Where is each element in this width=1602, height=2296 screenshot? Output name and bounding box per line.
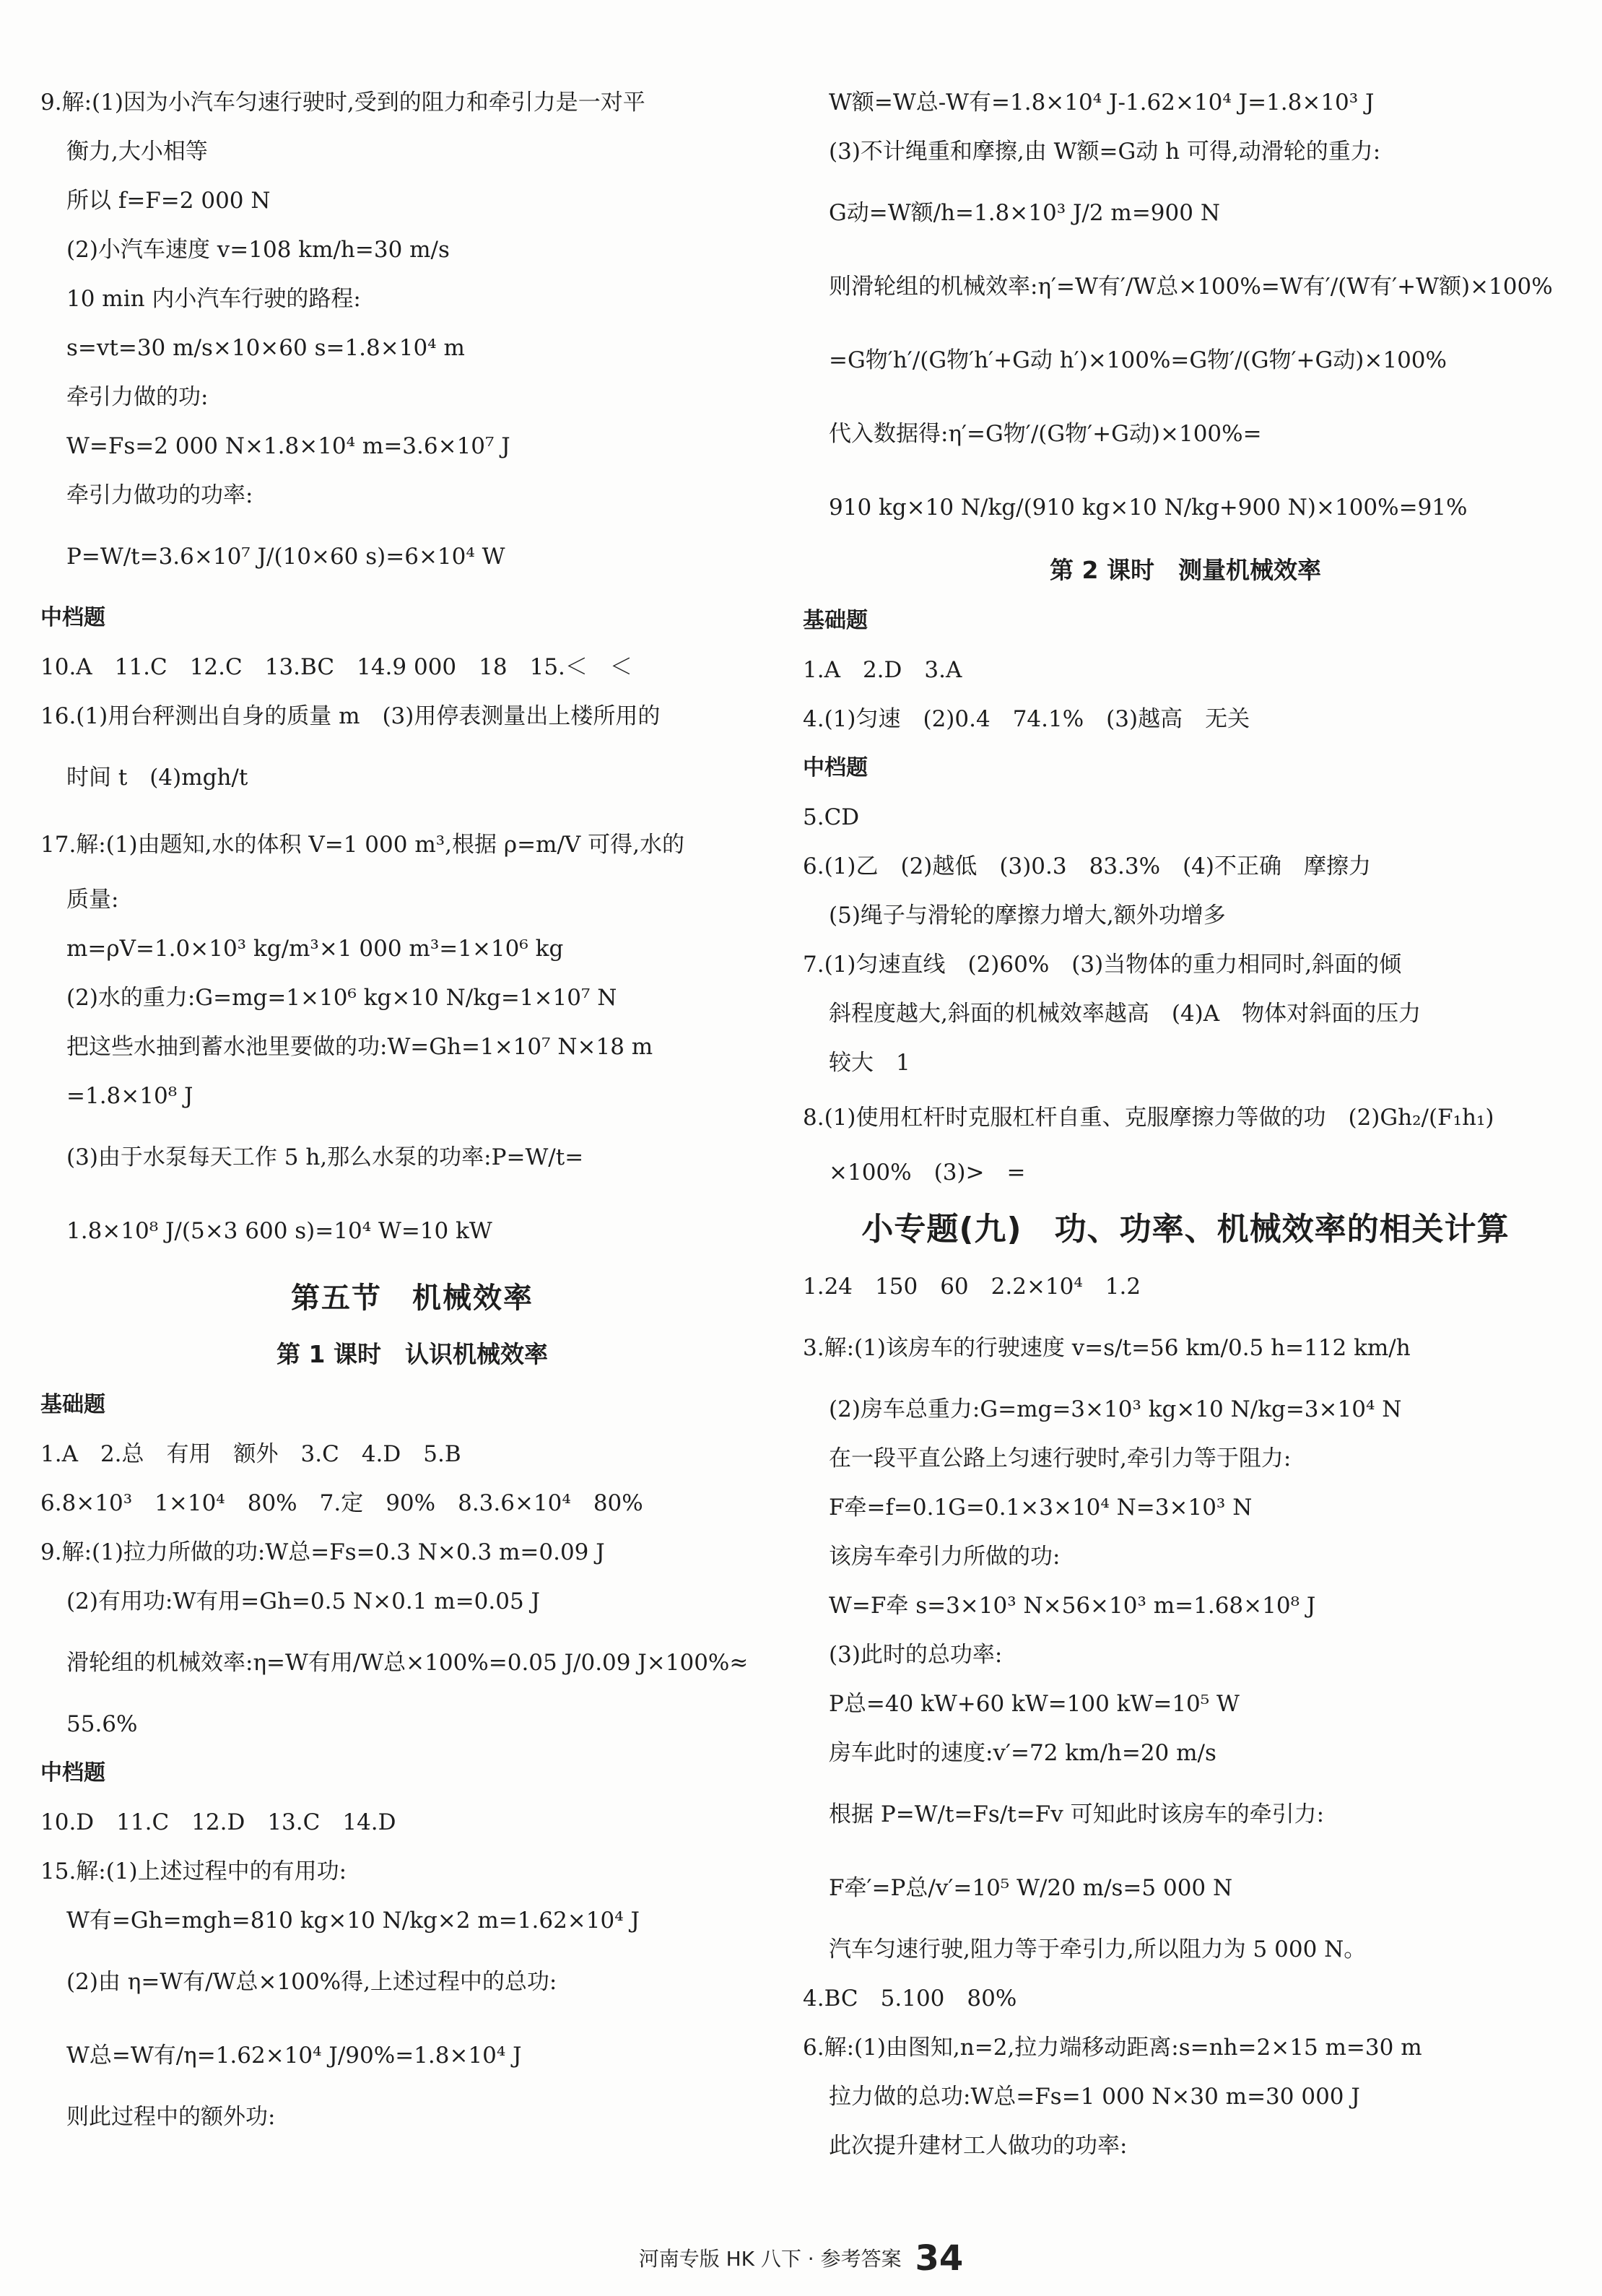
answer-line: 9.解:(1)因为小汽车匀速行驶时,受到的阻力和牵引力是一对平 — [40, 90, 645, 116]
answer-line: 6.8×10³ 1×10⁴ 80% 7.定 90% 8.3.6×10⁴ 80% — [40, 1490, 643, 1516]
answer-line: 17.解:(1)由题知,水的体积 V=1 000 m³,根据 ρ=m/V 可得,水的 — [40, 832, 684, 858]
page-number: 34 — [915, 2238, 964, 2279]
answer-line: 9.解:(1)拉力所做的功:W总=Fs=0.3 N×0.3 m=0.09 J — [40, 1539, 605, 1565]
answer-line: P总=40 kW+60 kW=100 kW=10⁵ W — [829, 1691, 1240, 1717]
answer-line: 10 min 内小汽车行驶的路程: — [66, 286, 361, 312]
answer-line: (3)不计绳重和摩擦,由 W额=G动 h 可得,动滑轮的重力: — [829, 139, 1381, 165]
answer-line: =G物′h′/(G物′h′+G动 h′)×100%=G物′/(G物′+G动)×100% — [829, 347, 1447, 373]
answer-line: 拉力做的总功:W总=Fs=1 000 N×30 m=30 000 J — [829, 2084, 1360, 2110]
lesson-title: 第 2 课时 测量机械效率 — [1050, 556, 1321, 584]
answer-line: W=Fs=2 000 N×1.8×10⁴ m=3.6×10⁷ J — [66, 433, 510, 459]
difficulty-heading: 中档题 — [803, 755, 868, 780]
right-column — [803, 78, 1568, 2170]
answer-line: 则此过程中的额外功: — [66, 2104, 276, 2130]
left-column — [40, 78, 784, 2141]
difficulty-heading: 基础题 — [40, 1392, 105, 1417]
answer-line: 牵引力做的功: — [66, 384, 209, 410]
answer-line: 代入数据得:η′=G物′/(G物′+G动)×100%= — [829, 421, 1262, 447]
footer-label: 河南专版 HK 八下 · 参考答案 — [638, 2247, 902, 2271]
difficulty-heading: 基础题 — [803, 608, 868, 633]
section-title: 第五节 机械效率 — [291, 1282, 534, 1315]
answer-line: 房车此时的速度:v′=72 km/h=20 m/s — [829, 1740, 1216, 1766]
answer-line: 1.A 2.总 有用 额外 3.C 4.D 5.B — [40, 1441, 461, 1467]
answer-line: (2)水的重力:G=mg=1×10⁶ kg×10 N/kg=1×10⁷ N — [66, 985, 617, 1011]
answer-line: 该房车牵引力所做的功: — [829, 1544, 1061, 1570]
answer-line: 则滑轮组的机械效率:η′=W有′/W总×100%=W有′/(W有′+W额)×100% — [829, 274, 1553, 300]
difficulty-heading: 中档题 — [40, 1760, 105, 1786]
answer-line: s=vt=30 m/s×10×60 s=1.8×10⁴ m — [66, 335, 465, 361]
answer-line: 滑轮组的机械效率:η=W有用/W总×100%=0.05 J/0.09 J×100%≈ — [66, 1650, 749, 1676]
answer-line: (2)房车总重力:G=mg=3×10³ kg×10 N/kg=3×10⁴ N — [829, 1396, 1402, 1422]
answer-line: 55.6% — [66, 1711, 138, 1737]
answer-line: 衡力,大小相等 — [66, 139, 208, 165]
lesson-title: 第 1 课时 认识机械效率 — [277, 1340, 548, 1368]
answer-line: (3)此时的总功率: — [829, 1642, 1003, 1668]
answer-line: 3.解:(1)该房车的行驶速度 v=s/t=56 km/0.5 h=112 km/h — [803, 1335, 1411, 1361]
answer-line: 斜程度越大,斜面的机械效率越高 (4)A 物体对斜面的压力 — [829, 1001, 1422, 1027]
answer-line: 根据 P=W/t=Fs/t=Fv 可知此时该房车的牵引力: — [829, 1801, 1325, 1827]
answer-line: W额=W总-W有=1.8×10⁴ J-1.62×10⁴ J=1.8×10³ J — [829, 90, 1375, 116]
answer-line: (5)绳子与滑轮的摩擦力增大,额外功增多 — [829, 903, 1226, 929]
answer-line: W总=W有/η=1.62×10⁴ J/90%=1.8×10⁴ J — [66, 2043, 522, 2069]
answer-line: 6.解:(1)由图知,n=2,拉力端移动距离:s=nh=2×15 m=30 m — [803, 2035, 1422, 2061]
answer-line: 4.(1)匀速 (2)0.4 74.1% (3)越高 无关 — [803, 706, 1250, 732]
page-footer — [0, 2238, 1602, 2279]
answer-line: m=ρV=1.0×10³ kg/m³×1 000 m³=1×10⁶ kg — [66, 936, 564, 962]
answer-line: 汽车匀速行驶,阻力等于牵引力,所以阻力为 5 000 N。 — [829, 1936, 1367, 1962]
answer-line: 在一段平直公路上匀速行驶时,牵引力等于阻力: — [829, 1445, 1292, 1471]
answer-line: F牵=f=0.1G=0.1×3×10⁴ N=3×10³ N — [829, 1495, 1253, 1521]
answer-line: 1.24 150 60 2.2×10⁴ 1.2 — [803, 1274, 1141, 1300]
topic-title: 小专题(九) 功、功率、机械效率的相关计算 — [861, 1211, 1510, 1248]
answer-line: (2)有用功:W有用=Gh=0.5 N×0.1 m=0.05 J — [66, 1588, 540, 1614]
answer-line: 较大 1 — [829, 1050, 910, 1076]
answer-line: 6.(1)乙 (2)越低 (3)0.3 83.3% (4)不正确 摩擦力 — [803, 853, 1372, 879]
answer-line: W=F牵 s=3×10³ N×56×10³ m=1.68×10⁸ J — [829, 1593, 1316, 1619]
answer-line: (2)由 η=W有/W总×100%得,上述过程中的总功: — [66, 1969, 557, 1995]
answer-line: 15.解:(1)上述过程中的有用功: — [40, 1858, 347, 1884]
answer-line: 此次提升建材工人做功的功率: — [829, 2133, 1128, 2159]
answer-line: 10.D 11.C 12.D 13.C 14.D — [40, 1809, 396, 1835]
answer-line: ×100% (3)> = — [829, 1160, 1026, 1186]
answer-line: (3)由于水泵每天工作 5 h,那么水泵的功率:P=W/t= — [66, 1144, 584, 1170]
answer-line: F牵′=P总/v′=10⁵ W/20 m/s=5 000 N — [829, 1875, 1233, 1901]
answer-line: P=W/t=3.6×10⁷ J/(10×60 s)=6×10⁴ W — [66, 544, 505, 570]
answer-line: =1.8×10⁸ J — [66, 1083, 193, 1109]
answer-line: W有=Gh=mgh=810 kg×10 N/kg×2 m=1.62×10⁴ J — [66, 1908, 640, 1934]
answer-line: 4.BC 5.100 80% — [803, 1986, 1017, 2012]
answer-line: 5.CD — [803, 804, 860, 830]
answer-line: G动=W额/h=1.8×10³ J/2 m=900 N — [829, 200, 1220, 226]
answer-line: 910 kg×10 N/kg/(910 kg×10 N/kg+900 N)×100%=91% — [829, 495, 1468, 521]
answer-line: 1.8×10⁸ J/(5×3 600 s)=10⁴ W=10 kW — [66, 1218, 492, 1244]
answer-line: 1.A 2.D 3.A — [803, 657, 962, 683]
answer-line: (2)小汽车速度 v=108 km/h=30 m/s — [66, 237, 450, 263]
answer-line: 牵引力做功的功率: — [66, 482, 253, 508]
answer-line: 质量: — [66, 887, 119, 913]
difficulty-heading: 中档题 — [40, 605, 105, 630]
answer-line: 8.(1)使用杠杆时克服杠杆自重、克服摩擦力等做的功 (2)Gh₂/(F₁h₁) — [803, 1105, 1494, 1131]
answer-line: 7.(1)匀速直线 (2)60% (3)当物体的重力相同时,斜面的倾 — [803, 952, 1402, 978]
answer-line: 所以 f=F=2 000 N — [66, 188, 271, 214]
answer-line: 把这些水抽到蓄水池里要做的功:W=Gh=1×10⁷ N×18 m — [66, 1034, 653, 1060]
answer-line: 16.(1)用台秤测出自身的质量 m (3)用停表测量出上楼所用的 — [40, 703, 661, 729]
answer-line: 时间 t (4)mgh/t — [66, 765, 248, 791]
answer-line: 10.A 11.C 12.C 13.BC 14.9 000 18 15.＜ ＜ — [40, 654, 632, 680]
